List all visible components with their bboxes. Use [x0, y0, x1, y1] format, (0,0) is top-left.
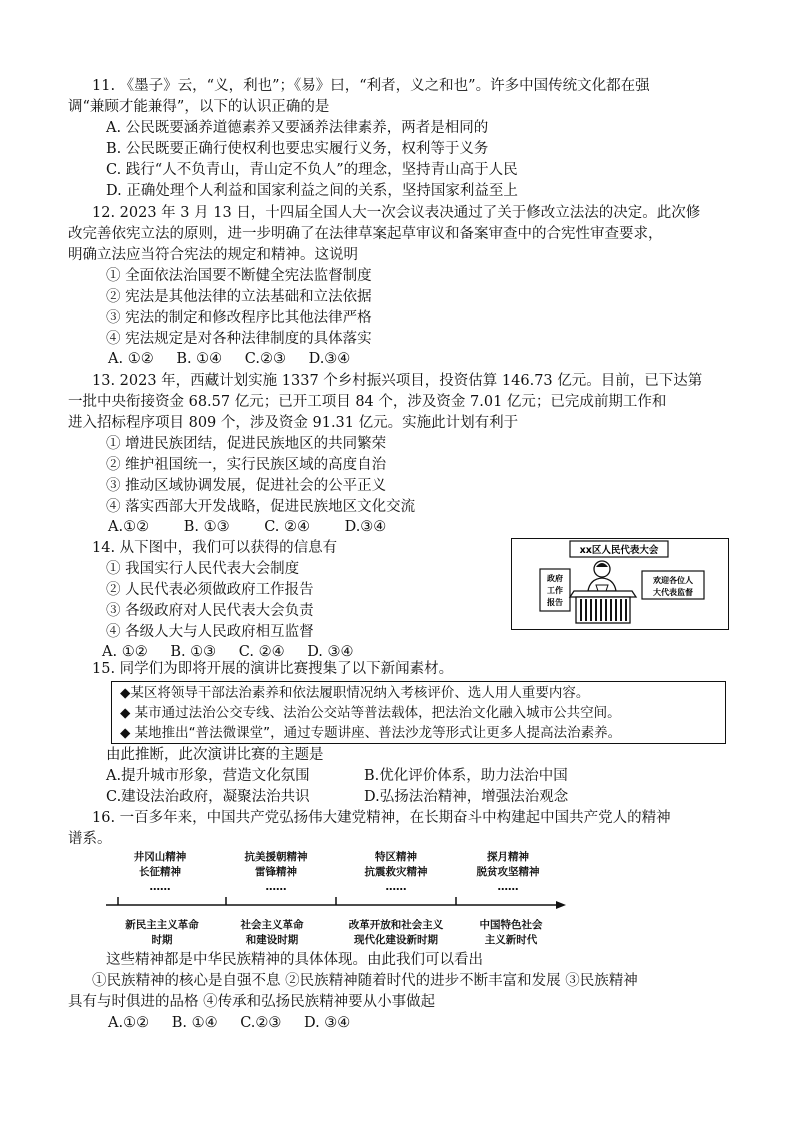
- q15-infer: 由此推断，此次演讲比赛的主题是: [106, 747, 324, 763]
- speaker-figure-icon: [588, 561, 616, 591]
- q14-choice-a: A. ①②: [102, 644, 148, 660]
- q14-statement-4: ④ 各级人大与人民政府相互监督: [106, 624, 314, 640]
- q12-statement-4: ④ 宪法规定是对各种法律制度的具体落实: [106, 331, 372, 347]
- q15-news-2: ◆ 某市通过法治公交专线、法治公交站等普法载体，把法治文化融入城市公共空间。: [120, 705, 621, 721]
- q13-choice-a: A.①②: [108, 519, 150, 535]
- q12-stem-line1: 12. 2023 年 3 月 13 日，十四届全国人大一次会议表决通过了关于修改立法法的决定。此次修: [92, 205, 701, 221]
- timeline-top-4: [460, 850, 556, 895]
- q14-stem: 14. 从下图中，我们可以获得的信息有: [92, 540, 338, 556]
- timeline-bottom-4-l1: 中国特色社会: [479, 919, 543, 931]
- q16-choices: [108, 1013, 368, 1033]
- timeline-bottom-4: [462, 918, 560, 948]
- timeline-axis: [100, 893, 570, 917]
- q14-choice-b: B. ①③: [170, 644, 217, 660]
- q13-statement-2: ② 维护祖国统一，实行民族区域的高度自治: [106, 457, 387, 473]
- q15-news-1: ◆某区将领导干部法治素养和依法履职情况纳入考核评价、选人用人重要内容。: [120, 685, 590, 701]
- q16-after-line3: 具有与时俱进的品格 ④传承和弘扬民族精神要从小事做起: [68, 994, 436, 1010]
- q13-stem-line1: 13. 2023 年，西藏计划实施 1337 个乡村振兴项目，投资估算 146.73 亿元。目前，已下达第: [92, 373, 703, 389]
- q15-news-box: [111, 681, 726, 744]
- timeline-bottom-3-l2: 现代化建设新时期: [354, 934, 438, 946]
- timeline-bottom-2-l2: 和建设时期: [245, 934, 299, 946]
- cartoon-left-sign-1: 政府: [547, 574, 563, 583]
- cartoon-drawing: [512, 539, 727, 628]
- q13-stem-line2: 一批中央衔接资金 68.57 亿元；已开工项目 84 个，涉及资金 7.01 亿元；已完成前期工作和: [68, 394, 667, 410]
- q16-after-line2: ①民族精神的核心是自强不息 ②民族精神随着时代的进步不断丰富和发展 ③民族精神: [92, 973, 638, 989]
- q14-statement-2: ② 人民代表必须做政府工作报告: [106, 582, 314, 598]
- timeline-bottom-2-l1: 社会主义革命: [240, 919, 304, 931]
- q15-stem: 15. 同学们为即将开展的演讲比赛搜集了以下新闻素材。: [92, 661, 454, 677]
- q14-choice-d: D. ③④: [307, 644, 354, 660]
- q12-choices: [108, 349, 368, 369]
- q13-choice-b: B. ①③: [183, 519, 230, 535]
- cartoon-left-sign-2: 工作: [547, 586, 563, 595]
- cartoon-right-sign-1: 欢迎各位人: [653, 576, 693, 585]
- timeline-top-2: [228, 850, 324, 895]
- timeline-top-1: [120, 850, 200, 895]
- timeline-top-2-l1: 抗美援朝精神: [244, 851, 308, 863]
- q13-choices: [108, 517, 404, 537]
- q11-stem-line2: 调“兼顾才能兼得”，以下的认识正确的是: [68, 99, 330, 115]
- q12-statement-1: ① 全面依法治国要不断健全宪法监督制度: [106, 268, 372, 284]
- q14-choice-c: C. ②④: [238, 644, 285, 660]
- q12-choice-d: D.③④: [308, 351, 351, 367]
- q12-choice-a: A. ①②: [108, 351, 154, 367]
- timeline-bottom-4-l2: 主义新时代: [484, 934, 538, 946]
- podium-icon: [570, 591, 636, 623]
- cartoon-right-sign-2: 大代表监督: [653, 588, 693, 597]
- q15-news-3: ◆ 某地推出“普法微课堂”，通过专题讲座、普法沙龙等形式让更多人提高法治素养。: [120, 725, 622, 741]
- timeline-top-3-l3: ……: [385, 881, 407, 893]
- timeline-bottom-3: [332, 918, 460, 948]
- timeline-top-3-l1: 特区精神: [375, 851, 417, 863]
- q12-choice-c: C.②③: [244, 351, 286, 367]
- timeline-bottom-3-l1: 改革开放和社会主义: [348, 919, 444, 931]
- q15-option-b: B.优化评价体系，助力法治中国: [364, 768, 568, 784]
- q11-option-d: D. 正确处理个人利益和国家利益之间的关系，坚持国家利益至上: [106, 183, 518, 199]
- q16-stem-line1: 16. 一百多年来，中国共产党弘扬伟大建党精神，在长期奋斗中构建起中国共产党人的精神: [92, 810, 671, 826]
- timeline-top-1-l2: 长征精神: [139, 866, 181, 878]
- q12-stem-line3: 明确立法应当符合宪法的规定和精神。这说明: [68, 247, 358, 263]
- timeline-bottom-1-l1: 新民主主义革命: [125, 919, 199, 931]
- q16-choice-a: A.①②: [108, 1015, 150, 1031]
- timeline-top-4-l3: ……: [497, 881, 519, 893]
- q12-statement-2: ② 宪法是其他法律的立法基础和立法依据: [106, 289, 372, 305]
- q13-statement-1: ① 增进民族团结，促进民族地区的共同繁荣: [106, 436, 387, 452]
- q14-statement-3: ③ 各级政府对人民代表大会负责: [106, 603, 314, 619]
- timeline-top-3: [348, 850, 444, 895]
- timeline-top-2-l3: ……: [265, 881, 287, 893]
- timeline-bottom-1: [110, 918, 214, 948]
- q16-choice-c: C.②③: [240, 1015, 282, 1031]
- q16-stem-line2: 谱系。: [68, 831, 112, 847]
- timeline-bottom-2: [220, 918, 324, 948]
- q13-statement-3: ③ 推动区域协调发展，促进社会的公平正义: [106, 478, 387, 494]
- timeline-top-2-l2: 雷锋精神: [255, 866, 297, 878]
- q13-choice-c: C. ②④: [264, 519, 310, 535]
- timeline-top-1-l1: 井冈山精神: [133, 851, 187, 863]
- q15-option-a: A.提升城市形象，营造文化氛围: [106, 768, 310, 784]
- timeline-bottom-1-l2: 时期: [151, 934, 173, 946]
- timeline-top-3-l2: 抗震救灾精神: [364, 866, 428, 878]
- q14-statement-1: ① 我国实行人民代表大会制度: [106, 561, 300, 577]
- q11-option-a: A. 公民既要涵养道德素养又要涵养法律素养，两者是相同的: [106, 120, 489, 136]
- q11-option-c: C. 践行“人不负青山，青山定不负人”的理念，坚持青山高于人民: [106, 162, 518, 178]
- q11-option-b: B. 公民既要正确行使权利也要忠实履行义务，权利等于义务: [106, 141, 489, 157]
- q16-choice-d: D. ③④: [303, 1015, 351, 1031]
- timeline-top-4-l2: 脱贫攻坚精神: [476, 866, 540, 878]
- q12-choice-b: B. ①④: [176, 351, 223, 367]
- q11-stem-line1: 11. 《墨子》云，“义，利也”；《易》曰，“利者，义之和也”。许多中国传统文化都在强: [92, 78, 650, 94]
- timeline-top-4-l1: 探月精神: [487, 851, 529, 863]
- q12-stem-line2: 改完善依宪立法的原则，进一步明确了在法律草案起草审议和备案审查中的合宪性审查要求，: [68, 226, 663, 242]
- q13-stem-line3: 进入招标程序项目 809 个，涉及资金 91.31 亿元。实施此计划有利于: [68, 415, 519, 431]
- cartoon-left-sign-3: 报告: [547, 598, 563, 607]
- q13-choice-d: D.③④: [344, 519, 387, 535]
- q16-after-line1: 这些精神都是中华民族精神的具体体现。由此我们可以看出: [106, 952, 483, 968]
- q16-choice-b: B. ①④: [171, 1015, 218, 1031]
- q14-cartoon: [511, 538, 729, 630]
- cartoon-banner: xx区人民代表大会: [579, 545, 659, 556]
- q15-option-d: D.弘扬法治精神，增强法治观念: [364, 789, 569, 805]
- q15-option-c: C.建设法治政府，凝聚法治共识: [106, 789, 310, 805]
- q16-timeline: [100, 848, 570, 948]
- q12-statement-3: ③ 宪法的制定和修改程序比其他法律严格: [106, 310, 372, 326]
- timeline-top-1-l3: ……: [149, 881, 171, 893]
- q13-statement-4: ④ 落实西部大开发战略，促进民族地区文化交流: [106, 499, 416, 515]
